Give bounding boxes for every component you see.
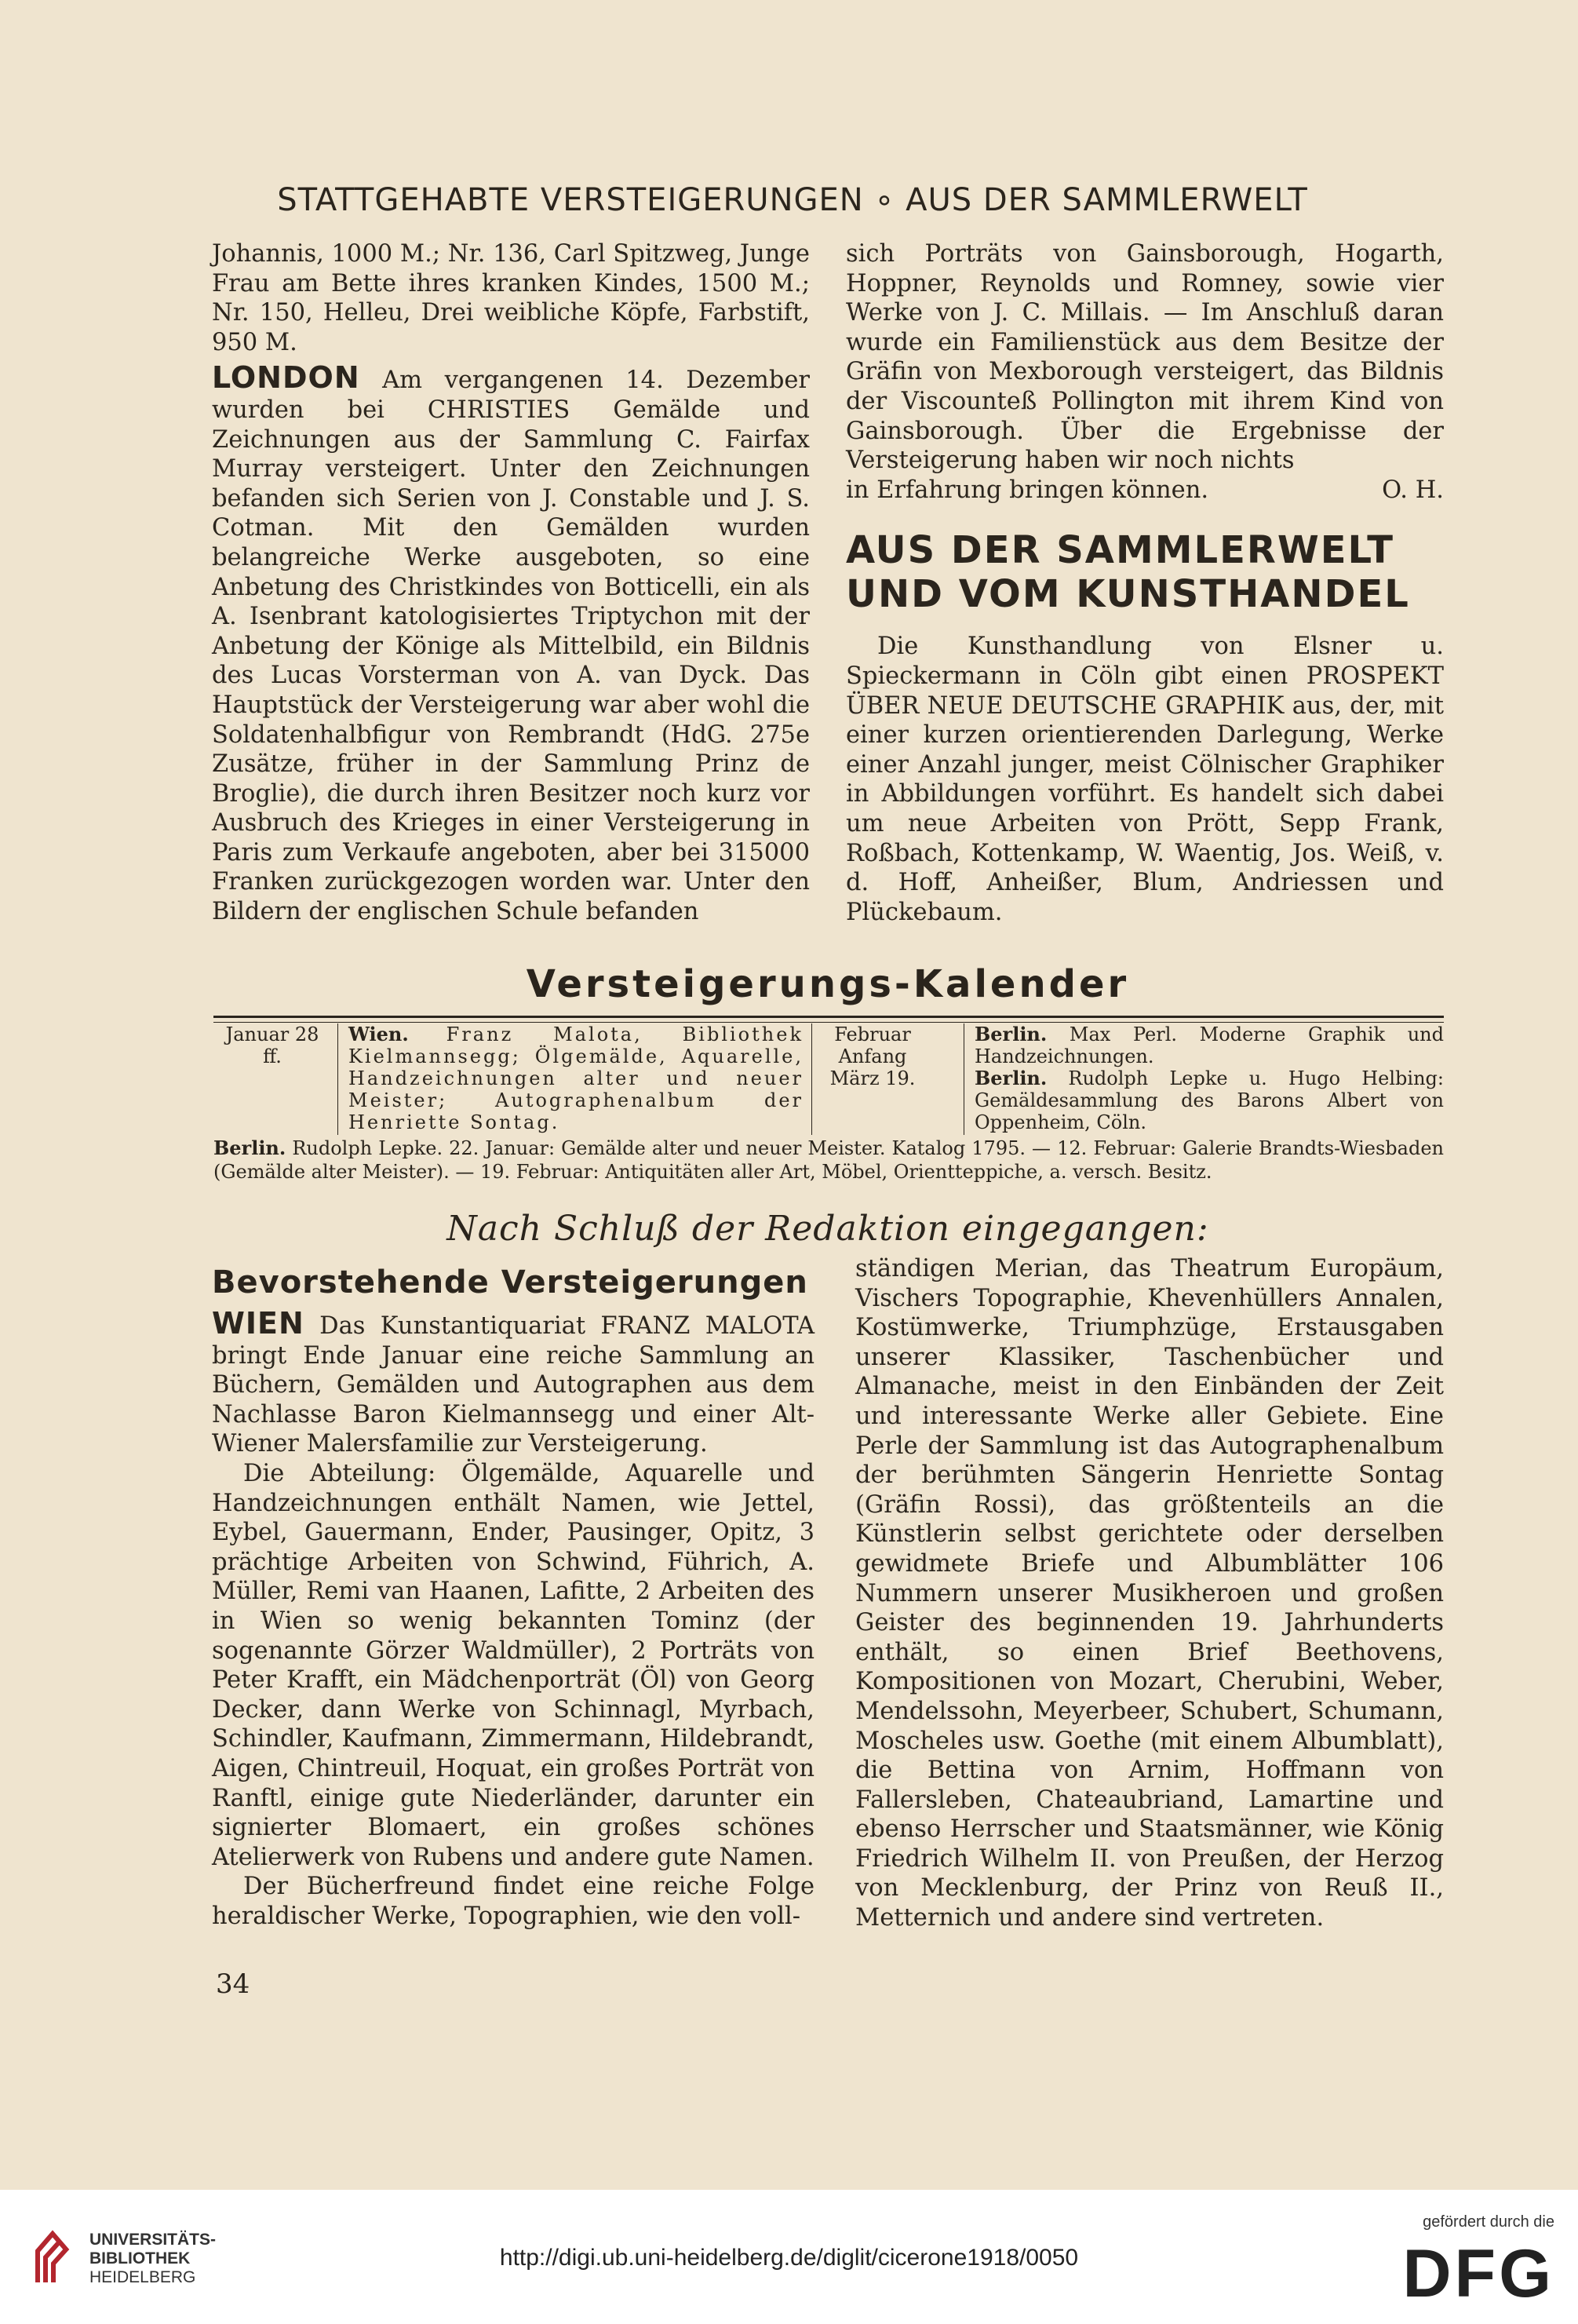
paragraph: Der Bücherfreund findet eine reiche Folge heraldischer Werke, Topographien, wie den voll- xyxy=(212,1873,815,1930)
author-signature: O. H. xyxy=(1382,476,1444,504)
column-left-bottom xyxy=(212,1264,815,1931)
calendar-text: Rudolph Lepke u. Hugo Helbing: Gemäldesammlung des Barons Albert von Oppenheim, Cöln. xyxy=(975,1067,1444,1133)
paragraph: Die Abteilung: Ölgemälde, Aquarelle und Handzeichnungen enthält Namen, wie Jettel, Eybel, Gauermann, Ender, Pausinger, Opitz, 3 prächtige Arbeiten von Schwind, Führich, A. Müller, Remi van Haanen, Lafitte, 2 Arbeiten des in Wien so wenig bekannten Tominz (der sogenannte Görzer Waldmüller), 2 Porträts von Peter Krafft, ein Mädchenporträt (Öl) von Georg Decker, dann Werke von Schinnagl, Myrbach, Schindler, Kaufmann, Zimmermann, Hildebrandt, Aigen, Chintreuil, Hoquat, ein großes Porträt von Ranftl, einige gute Niederländer, darunter ein signierter Blomaert, ein großes schönes Atelierwerk von Rubens und andere gute Namen. xyxy=(212,1459,815,1871)
paragraph: Die Kunsthandlung von Elsner u. Spieckermann in Cöln gibt einen PROSPEKT ÜBER NEUE DEUTSCHE GRAPHIK aus, der, mit einer kurzen orientierenden Darlegung, Werke einer Anzahl junger, meist Cölnischer Graphiker in Abbildungen vorführt. Es handelt sich dabei um neue Arbeiten von Prött, Sepp Frank, Roßbach, Kottenkamp, W. Waentig, Jos. Weiß, v. d. Hoff, Anheißer, Blum, Andriessen und Plückebaum. xyxy=(846,633,1444,926)
column-left-top xyxy=(212,239,810,927)
calendar-text: Max Perl. Moderne Graphik und Handzeichnungen. xyxy=(975,1023,1444,1067)
calendar-city: Berlin. xyxy=(213,1136,286,1159)
calendar-text: Franz Malota, Bibliothek Kielmannsegg; Ölgemälde, Aquarelle, Handzeichnungen alter und neuer Meister; Autographenalbum der Henriette Sontag. xyxy=(348,1023,804,1133)
calendar-entry xyxy=(975,1023,1444,1135)
calendar-city: Berlin. xyxy=(975,1067,1048,1089)
paragraph-london-text: Am vergangenen 14. Dezember wurden bei CHRISTIES Gemälde und Zeichnungen aus der Sammlung C. Fairfax Murray versteigert. Unter den Zeichnungen befanden sich Serien von J. Constable und J. S. Cotman. Mit den Gemälden wurden belangreiche Werke ausgeboten, so eine Anbetung des Christkindes von Botticelli, ein als A. Isenbrant katologisiertes Triptychon mit der Anbetung der Könige als Mittelbild, ein Bildnis des Lucas Vorsterman von A. van Dyck. Das Hauptstück der Versteigerung war aber wohl die Soldatenhalbfigur von Rembrandt (HdG. 275e Zusätze, früher in der Sammlung Prinz de Broglie), die durch ihren Besitzer noch kurz vor Ausbruch des Krieges in einer Versteigerung in Paris zum Verkaufe angeboten, aber bei 315000 Franken zurückgezogen worden war. Unter den Bildern der englischen Schule befanden xyxy=(212,367,810,926)
paragraph: Johannis, 1000 M.; Nr. 136, Carl Spitzweg, Junge Frau am Bette ihres kranken Kindes, 1500 M.; Nr. 150, Helleu, Drei weibliche Köpfe, Farbstift, 950 M. xyxy=(212,240,810,356)
paragraph-wien xyxy=(212,1306,815,1459)
column-right-bottom xyxy=(855,1254,1444,1933)
calendar-city: Berlin. xyxy=(975,1023,1048,1045)
signature-line xyxy=(846,476,1444,505)
auction-calendar xyxy=(213,1023,1444,1135)
paragraph-london xyxy=(212,360,810,926)
section-title: Bevorstehende Versteigerungen xyxy=(212,1264,808,1301)
divider xyxy=(213,1016,1444,1018)
calendar-footer-entry xyxy=(213,1136,1444,1184)
lead-word-london: LONDON xyxy=(212,360,360,396)
lead-word-wien: WIEN xyxy=(212,1306,304,1341)
calendar-date: Januar 28 ff. xyxy=(225,1023,319,1067)
column-right-top xyxy=(846,239,1444,927)
calendar-date-1: Februar Anfang xyxy=(834,1023,911,1067)
paragraph-wien-text: Das Kunstantiquariat FRANZ MALOTA bringt Ende Januar eine reiche Sammlung an Büchern, Gemälden und Autographen aus dem Nachlasse Baron Kielmannsegg und einer Alt-Wiener Malersfamilie zur Versteigerung. xyxy=(212,1312,815,1458)
calendar-entry xyxy=(348,1023,804,1135)
calendar-city: Wien. xyxy=(348,1023,409,1045)
calendar-date xyxy=(818,1023,927,1135)
calendar-text: Rudolph Lepke. 22. Januar: Gemälde alter und neuer Meister. Katalog 1795. — 12. Februar: Galerie Brandts-Wiesbaden (Gemälde alter Meister). — 19. Februar: Antiquitäten aller Art, Möbel, Orientteppiche, a. versch. Besitz. xyxy=(213,1137,1444,1183)
calendar-entry-2 xyxy=(975,1067,1444,1133)
dfg-logo: DFG xyxy=(1402,2236,1554,2311)
late-news-title: Nach Schluß der Redaktion eingegangen: xyxy=(446,1209,1209,1249)
section-title: AUS DER SAMMLERWELT UND VOM KUNSTHANDEL xyxy=(846,528,1410,617)
digitization-footer xyxy=(0,2190,1578,2324)
running-header: STATTGEHABTE VERSTEIGERUNGEN ∘ AUS DER SAMMLERWELT xyxy=(277,182,1308,218)
funding-note: gefördert durch die xyxy=(1423,2213,1554,2231)
divider xyxy=(811,1023,812,1135)
paragraph: ständigen Merian, das Theatrum Europäum, Vischers Topographie, Khevenhüllers Annalen, Kostümwerke, Triumphzüge, Erstausgaben unserer Klassiker, Taschenbücher und Almanache, meist in den Einbänden der Zeit und interessante Werke aller Gebiete. Eine Perle der Sammlung ist das Autographenalbum der berühmten Sängerin Henriette Sontag (Gräfin Rossi), das größtenteils an die Künstlerin selbst gerichtete oder derselben gewidmete Briefe und Albumblätter 106 Nummern unserer Musikheroen und großen Geister des beginnenden 19. Jahrhunderts enthält, so einen Brief Beethovens, Kompositionen von Mozart, Cherubini, Weber, Mendelssohn, Meyerbeer, Schubert, Schumann, Moscheles usw. Goethe (mit einem Albumblatt), die Bettina von Arnim, Hoffmann von Fallersleben, Chateaubriand, Lamartine und ebenso Herrscher und Staatsmänner, wie König Friedrich Wilhelm II. von Preußen, der Herzog von Mecklenburg, der Prinz von Reuß II., Metternich und andere sind vertreten. xyxy=(855,1255,1444,1932)
library-name-line-3: HEIDELBERG xyxy=(89,2268,196,2286)
page-number: 34 xyxy=(216,1968,250,2000)
paragraph: sich Porträts von Gainsborough, Hogarth, Hoppner, Reynolds und Romney, sowie vier Werke von J. C. Millais. — Im Anschluß daran wurde ein Familienstück aus dem Besitze der Gräfin von Mexborough versteigert, das Bildnis der Viscounteß Pollington mit ihrem Kind von Gainsborough. Über die Ergebnisse der Versteigerung haben wir noch nichts xyxy=(846,240,1444,475)
calendar-entry-1 xyxy=(975,1023,1444,1067)
library-name-line-1: UNIVERSITÄTS- xyxy=(89,2231,217,2249)
calendar-title: Versteigerungs-Kalender xyxy=(526,962,1130,1006)
divider xyxy=(337,1023,338,1135)
library-name-line-2: BIBLIOTHEK xyxy=(89,2249,191,2267)
source-url-link[interactable]: http://digi.ub.uni-heidelberg.de/diglit/cicerone1918/0050 xyxy=(499,2245,1079,2271)
calendar-date-2: März 19. xyxy=(829,1067,916,1089)
paragraph-last-line: in Erfahrung bringen können. xyxy=(846,476,1209,504)
